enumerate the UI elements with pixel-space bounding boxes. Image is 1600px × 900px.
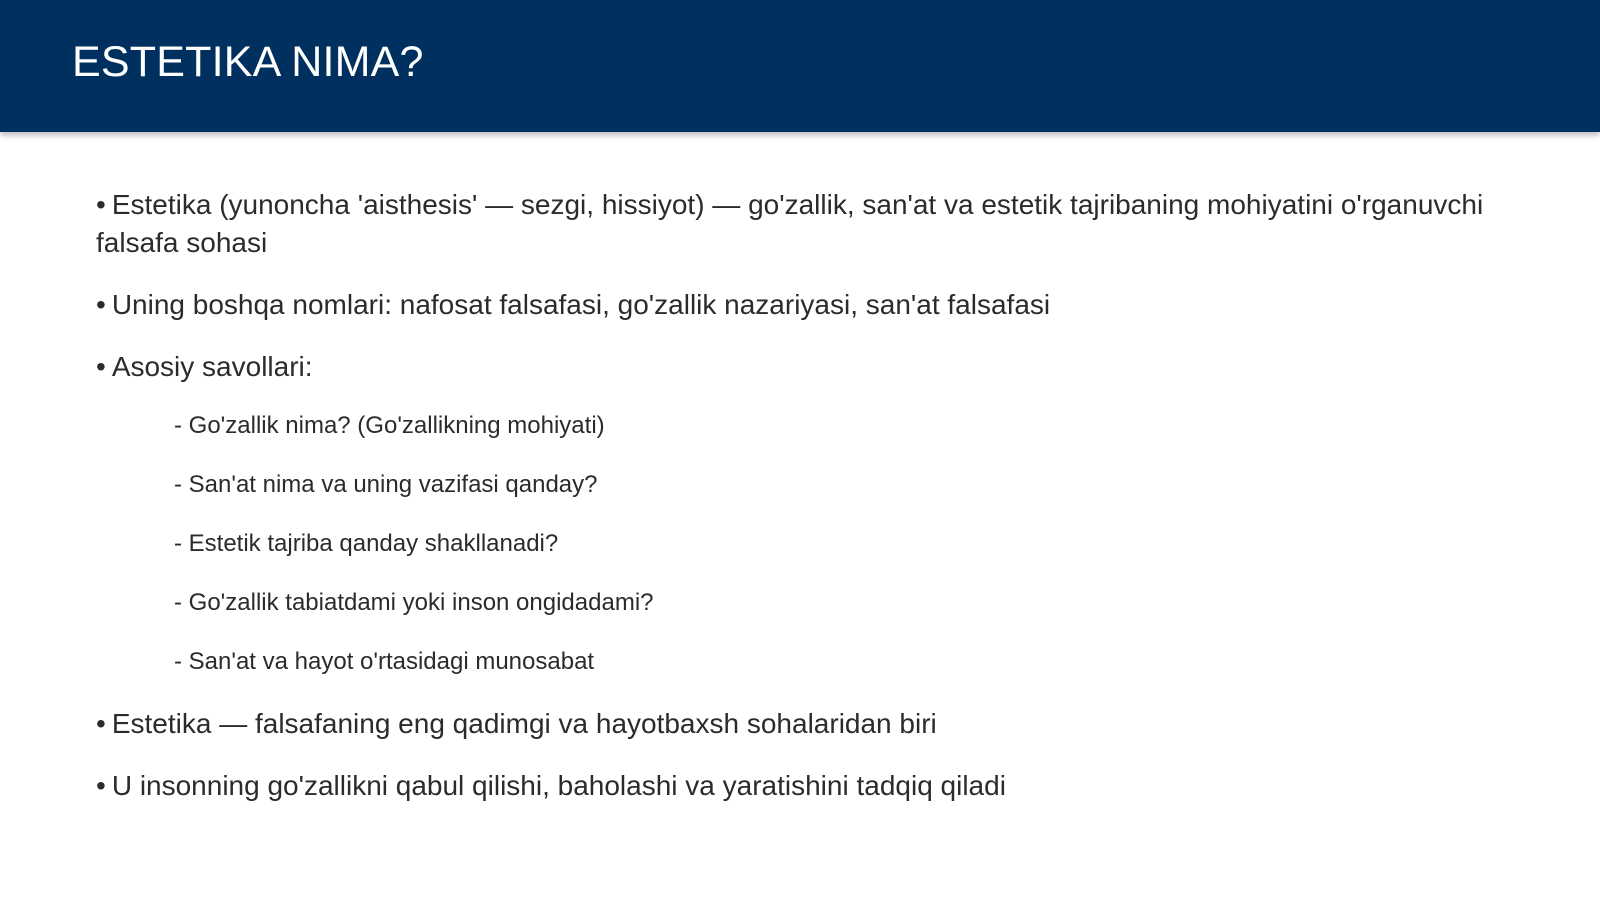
bullet-other-names	[96, 286, 1516, 324]
bullet-dot: •	[96, 770, 106, 801]
slide-title: ESTETIKA NIMA?	[72, 38, 424, 86]
slide-content	[96, 186, 1516, 829]
bullet-dot: •	[96, 289, 106, 320]
questions-list	[96, 410, 1516, 678]
question-item: - San'at nima va uning vazifasi qanday?	[174, 471, 598, 498]
bullet-main-questions	[96, 348, 1516, 386]
bullet-text: Uning boshqa nomlari: nafosat falsafasi, go'zallik nazariyasi, san'at falsafasi	[111, 289, 1051, 320]
bullet-oldest-field	[96, 705, 1516, 743]
bullet-definition	[96, 186, 1516, 262]
bullet-text: U insonning go'zallikni qabul qilishi, baholashi va yaratishini tadqiq qiladi	[111, 770, 1006, 801]
question-item: - Go'zallik nima? (Go'zallikning mohiyati)	[174, 412, 605, 439]
bullet-text: Asosiy savollari:	[111, 351, 313, 382]
bullet-dot: •	[96, 351, 106, 382]
bullet-dot: •	[96, 708, 106, 739]
bullet-text: Estetika — falsafaning eng qadimgi va hayotbaxsh sohalaridan biri	[111, 708, 937, 739]
question-item: - Estetik tajriba qanday shakllanadi?	[174, 530, 559, 557]
bullet-dot: •	[96, 189, 106, 220]
bullet-research-scope	[96, 767, 1516, 805]
bullet-text: Estetika (yunoncha 'aisthesis' — sezgi, hissiyot) — go'zallik, san'at va estetik tajribaning mohiyatini o'rganuvchi falsafa sohasi	[96, 189, 1484, 258]
slide-header-bar	[0, 0, 1600, 132]
question-item: - San'at va hayot o'rtasidagi munosabat	[174, 648, 595, 675]
question-item: - Go'zallik tabiatdami yoki inson ongidadami?	[174, 589, 654, 616]
